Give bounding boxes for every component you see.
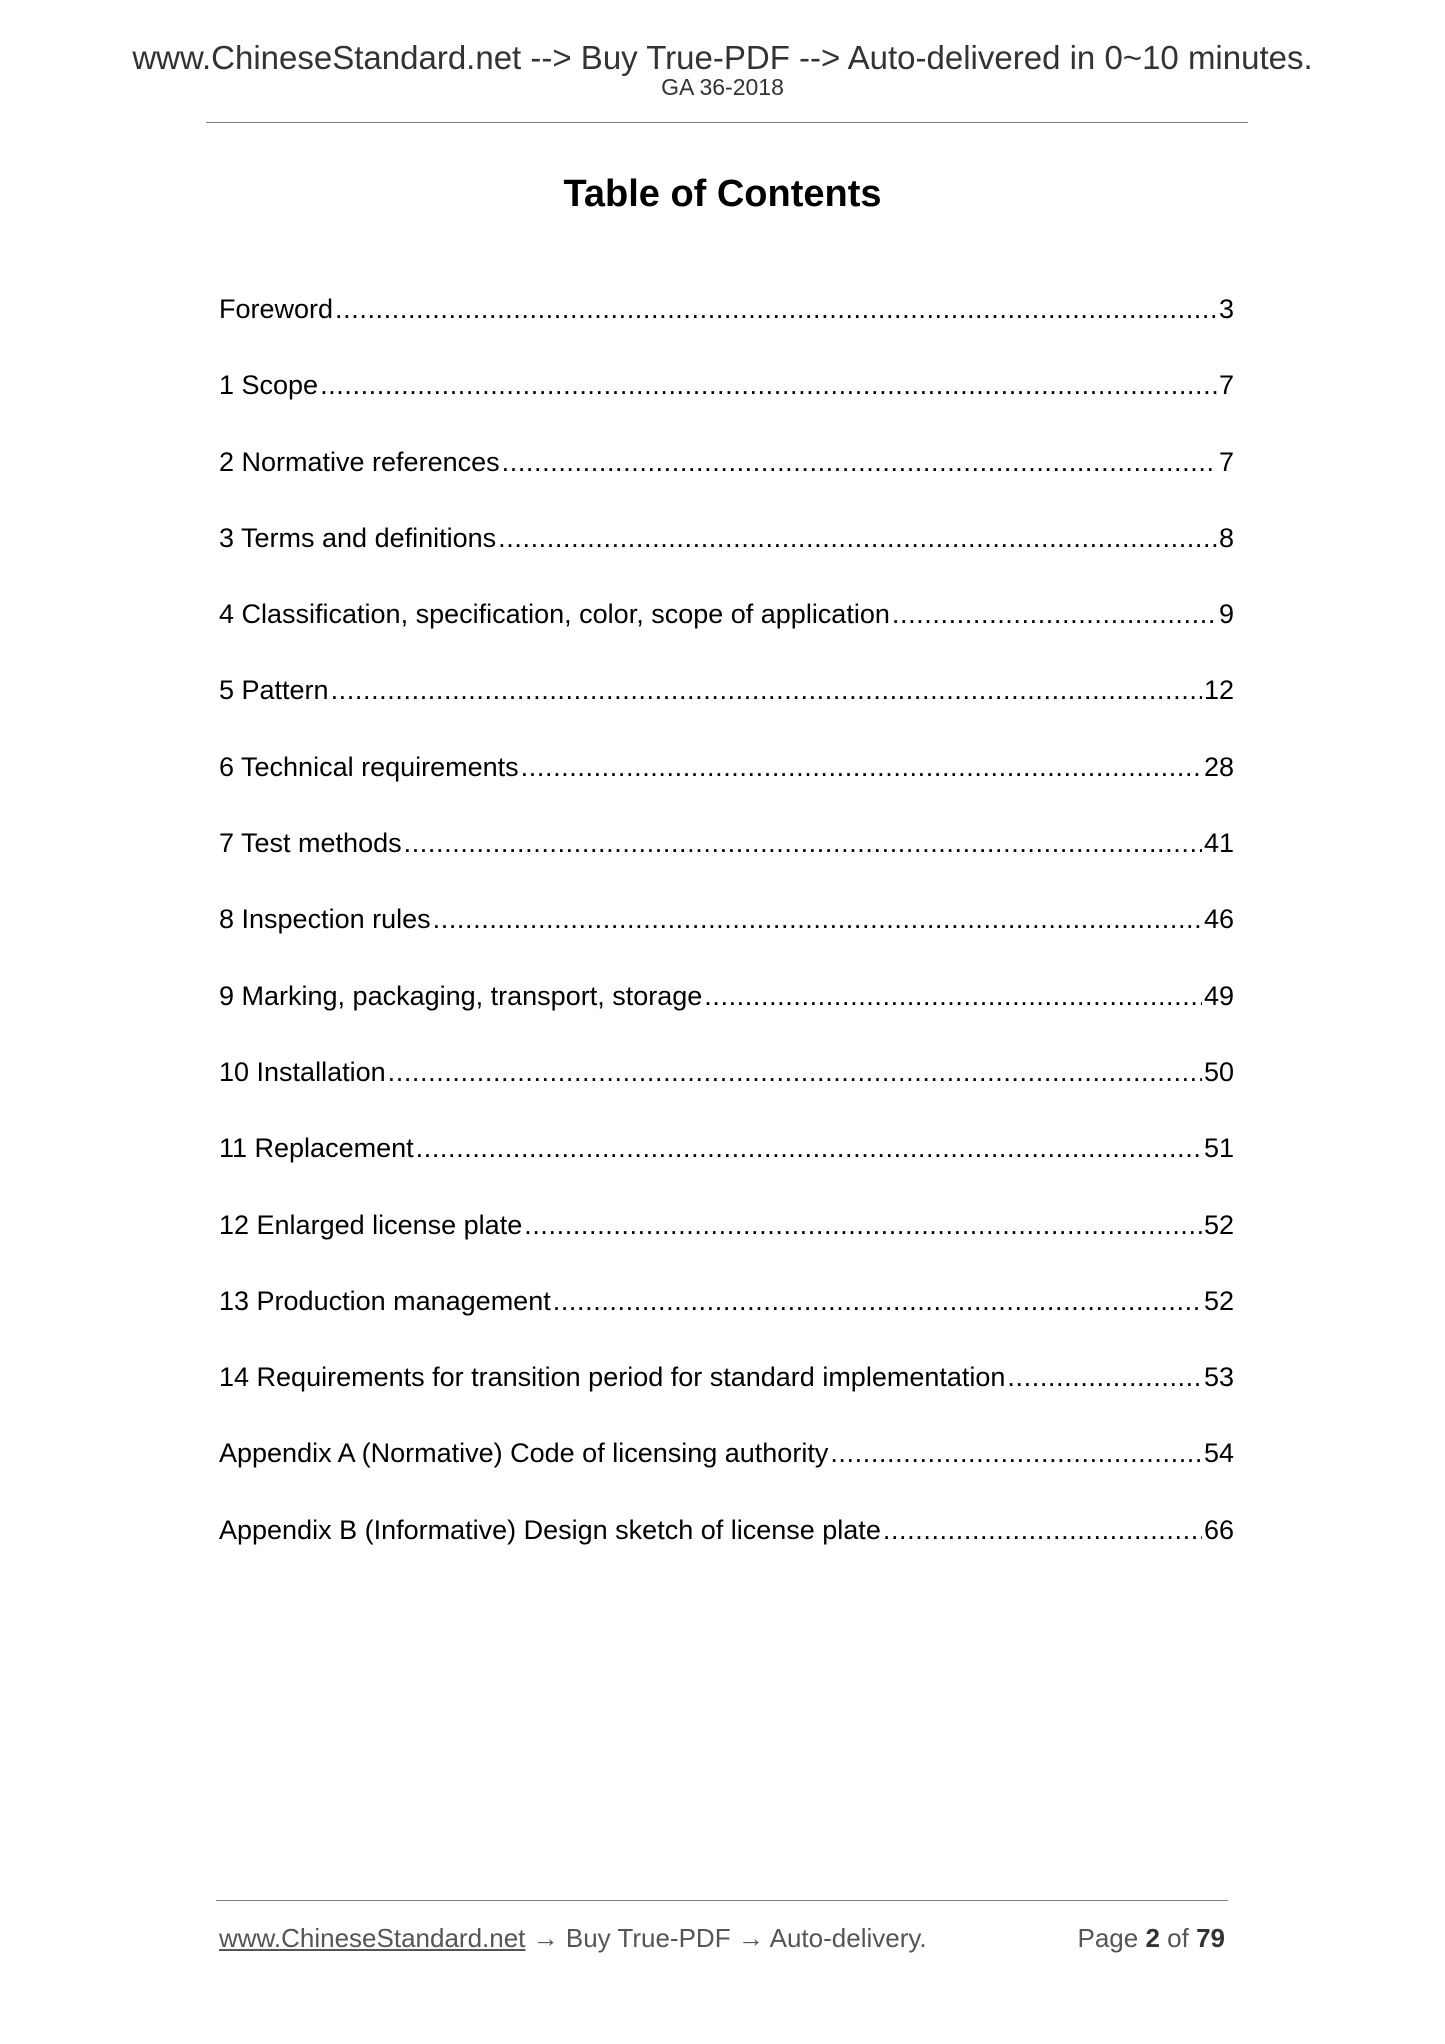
toc-dot-leader xyxy=(388,1052,1202,1092)
toc-entry-enlarged-license-plate[interactable] xyxy=(219,1205,1234,1281)
toc-entry-installation[interactable] xyxy=(219,1052,1234,1128)
toc-dot-leader xyxy=(498,518,1217,558)
toc-entry-page: 51 xyxy=(1203,1133,1234,1164)
toc-dot-leader xyxy=(830,1433,1202,1473)
toc-entry-page: 3 xyxy=(1218,294,1234,324)
toc-entry-page: 50 xyxy=(1203,1056,1234,1087)
toc-entry-marking-packaging[interactable] xyxy=(219,976,1234,1052)
arrow-right-icon: → xyxy=(737,1923,764,1953)
toc-entry-page: 66 xyxy=(1203,1514,1234,1545)
toc-entry-page: 7 xyxy=(1218,446,1234,477)
toc-entry-label: 3 Terms and definitions xyxy=(219,522,497,553)
toc-entry-test-methods[interactable] xyxy=(219,823,1234,899)
toc-dot-leader xyxy=(335,289,1217,329)
toc-entry-label: 4 Classification, specification, color, scope of application xyxy=(219,599,890,630)
toc-entry-page: 49 xyxy=(1203,980,1234,1011)
toc-entry-replacement[interactable] xyxy=(219,1128,1234,1204)
toc-entry-label: Appendix A (Normative) Code of licensing authority xyxy=(219,1438,829,1469)
arrow-right-icon: → xyxy=(532,1923,559,1953)
toc-entry-page: 54 xyxy=(1203,1438,1234,1469)
toc-entry-foreword[interactable] xyxy=(219,289,1234,365)
toc-dot-leader xyxy=(704,976,1202,1016)
toc-dot-leader xyxy=(883,1510,1202,1550)
toc-entry-label: 5 Pattern xyxy=(219,675,329,706)
toc-entry-label: 7 Test methods xyxy=(219,828,402,859)
toc-entry-technical-requirements[interactable] xyxy=(219,747,1234,823)
toc-entry-appendix-a[interactable] xyxy=(219,1433,1234,1509)
page-current: 2 xyxy=(1145,1923,1160,1953)
toc-entry-classification[interactable] xyxy=(219,594,1234,670)
footer-divider xyxy=(216,1900,1228,1901)
toc-title: Table of Contents xyxy=(563,173,882,215)
toc-entry-page: 28 xyxy=(1203,751,1234,782)
toc-entry-production-management[interactable] xyxy=(219,1281,1234,1357)
footer-promo xyxy=(219,1918,927,1958)
footer-buy-text: Buy True-PDF xyxy=(565,1923,731,1953)
footer-site-link[interactable]: www.ChineseStandard.net xyxy=(219,1923,526,1953)
toc-dot-leader xyxy=(433,899,1202,939)
toc-entry-label: 8 Inspection rules xyxy=(219,904,431,935)
toc-entry-page: 52 xyxy=(1203,1285,1234,1316)
toc-entry-transition-period[interactable] xyxy=(219,1357,1234,1433)
toc-dot-leader xyxy=(331,670,1202,710)
toc-entry-pattern[interactable] xyxy=(219,670,1234,746)
page-word: Page xyxy=(1077,1923,1139,1953)
document-code: GA 36-2018 xyxy=(661,74,784,100)
toc-dot-leader xyxy=(502,442,1217,482)
toc-entry-page: 46 xyxy=(1203,904,1234,935)
toc-dot-leader xyxy=(521,747,1202,787)
footer-delivery-text: Auto-delivery. xyxy=(769,1923,927,1953)
toc-entry-page: 9 xyxy=(1218,599,1234,630)
toc-dot-leader xyxy=(524,1205,1202,1245)
of-word: of xyxy=(1167,1923,1189,1953)
toc-entry-appendix-b[interactable] xyxy=(219,1510,1234,1586)
toc-entry-label: 11 Replacement xyxy=(219,1133,414,1164)
toc-entry-label: 12 Enlarged license plate xyxy=(219,1209,523,1240)
page-footer xyxy=(219,1918,1229,1958)
toc-dot-leader xyxy=(553,1281,1202,1321)
toc-dot-leader xyxy=(1007,1357,1202,1397)
toc-entry-page: 52 xyxy=(1203,1209,1234,1240)
toc-entry-page: 53 xyxy=(1203,1362,1234,1393)
toc-dot-leader xyxy=(892,594,1217,634)
site-banner: www.ChineseStandard.net --> Buy True-PDF --> Auto-delivered in 0~10 minutes. xyxy=(132,39,1313,76)
header-divider xyxy=(206,122,1248,123)
toc-entry-label: 6 Technical requirements xyxy=(219,751,519,782)
toc-dot-leader xyxy=(416,1128,1202,1168)
toc-entry-label: 10 Installation xyxy=(219,1056,386,1087)
toc-entry-label: 14 Requirements for transition period for standard implementation xyxy=(219,1362,1006,1393)
toc-entry-terms-and-definitions[interactable] xyxy=(219,518,1234,594)
toc-entry-inspection-rules[interactable] xyxy=(219,899,1234,975)
toc-dot-leader xyxy=(320,365,1217,405)
toc-entry-label: 1 Scope xyxy=(219,370,319,401)
toc-entry-page: 8 xyxy=(1218,522,1234,553)
toc-entry-label: 13 Production management xyxy=(219,1285,551,1316)
toc-entry-label: 9 Marking, packaging, transport, storage xyxy=(219,980,703,1011)
toc-entry-scope[interactable] xyxy=(219,365,1234,441)
toc-entry-page: 7 xyxy=(1218,370,1234,401)
toc-dot-leader xyxy=(404,823,1202,863)
toc-list xyxy=(219,289,1234,1586)
toc-entry-label: 2 Normative references xyxy=(219,446,500,477)
toc-entry-label: Appendix B (Informative) Design sketch of license plate xyxy=(219,1514,881,1545)
toc-entry-normative-references[interactable] xyxy=(219,442,1234,518)
page-number xyxy=(1077,1918,1225,1958)
toc-entry-page: 12 xyxy=(1203,675,1234,706)
toc-entry-page: 41 xyxy=(1203,828,1234,859)
toc-entry-label: Foreword xyxy=(219,294,334,324)
page-total: 79 xyxy=(1196,1923,1225,1953)
